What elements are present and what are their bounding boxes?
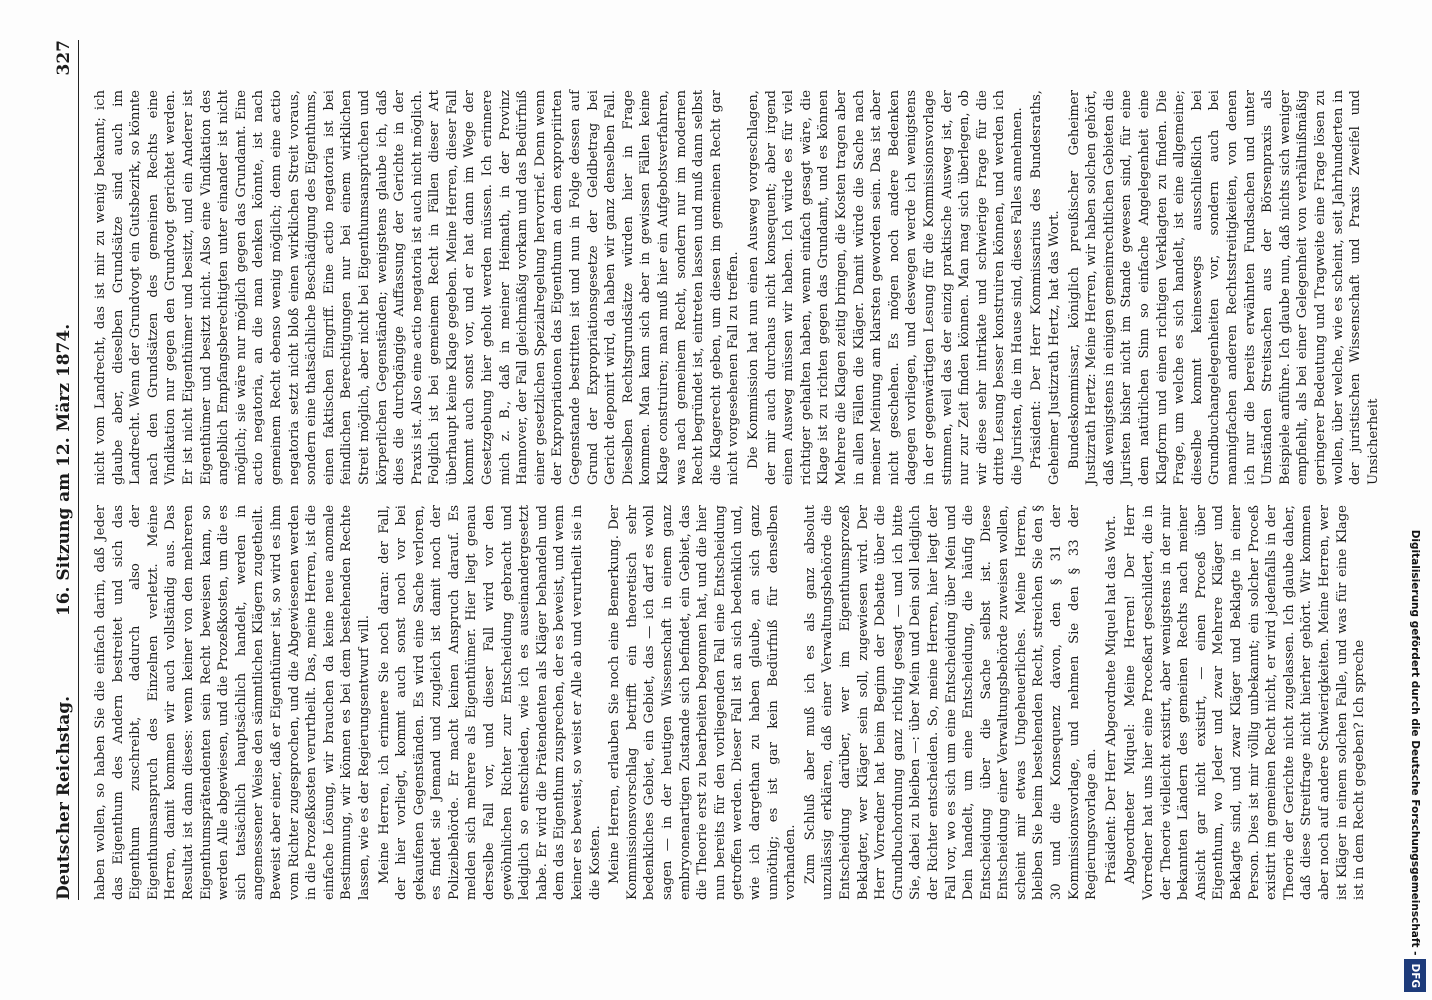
paragraph: Meine Herren, ich erinnere Sie noch daran: der Fall, der hier vorliegt, kommt auch sonst noch vor bei gekaufenen Gegenständen. Es wird eine Sache verloren, es findet sie Jemand und zugleich ist damit noch der Polizeibehörde. Er macht keinen Anspruch darauf. Es melden sich mehrere als Eigenthümer. Hier liegt genau derselbe Fall vor, und dieser Fall wird vor den gewöhnlichen Richter zur Entscheidung gebracht und lediglich so entschieden, wie ich es auseinandergesetzt habe. Er wird die Prätendenten als Kläger behandeln und dem das Eigenthum zusprechen, der es beweist, und wenn keiner es beweist, so weist er Alle ab und verurtheilt sie in die Kosten.	[376, 505, 603, 900]
page-header	[48, 40, 79, 900]
paragraph: Meine Herren, erlauben Sie noch eine Bemerkung. Der Kommissionsvorschlag betrifft ein theoretisch sehr bedenkliches Gebiet, ein Gebiet, das — ich darf es wohl sagen — in der heutigen Wissenschaft in einem ganz embryonenartigen Zustande sich befindet, ein Gebiet, das die Theorie erst zu bearbeiten begonnen hat, und die hier nun bereits für den vorliegenden Fall eine Entscheidung getroffen werden. Dieser Fall ist an sich bedenklich und, wie ich dargethan zu haben glaube, an sich ganz unnöthig; es ist gar kein Bedürfniß für denselben vorhanden.	[607, 505, 799, 900]
paragraph: nicht vom Landrecht, das ist mir zu wenig bekannt; ich glaube aber, dieselben Grundsätze sind auch im Landrecht. Wenn der Grundvogt ein Gutsbezirk, so könnte nach den Grundsätzen des gemeinen Rechts eine Vindikation nur gegen den Grundvogt gerichtet werden. Er ist nicht Eigenthümer und besitzt, und ein Anderer ist Eigenthümer und besitzt nicht. Also eine Vindikation des angeblich Empfangsberechtigten unter einander ist nicht möglich; sie wäre nur möglich gegen das Grundamt. Eine actio negatoria, an die man denken könnte, ist nach gemeinem Recht ebenso wenig möglich; denn eine actio negatoria setzt nicht bloß einen wirklichen Streit voraus, sondern eine thatsächliche Beschädigung des Eigenthums, einen faktischen Eingriff. Eine actio negatoria ist bei feindlichen Berechtigungen nur bei einem wirklichen Streit möglich, aber nicht bei Eigenthumsansprüchen und körperlichen Gegenständen; wenigstens glaube ich, daß dies die durchgängige Auffassung der Gerichte in der Praxis ist. Also eine actio negatoria ist auch nicht möglich. Folglich ist bei gemeinem Recht in Fällen dieser Art überhaupt keine Klage gegeben. Meine Herren, dieser Fall kommt auch sonst vor, und er hat dann im Wege der Gesetzgebung hier geholt werden müssen. Ich erinnere mich z. B., daß in meiner Heimath, in der Provinz Hannover, der Fall gleichmäßig vorkam und das Bedürfniß einer gesetzlichen Spezialregelung hervorrief. Denn wenn der Expropriationen das Eigenthum an dem expropriirten Gegenstande bestritten ist und nun in Folge dessen auf Grund der Expropriationsgesetze der Geldbetrag bei Gericht deponirt wird, da haben wir ganz denselben Fall. Dieselben Rechtsgrundsätze würden hier in Frage kommen. Man kann sich aber in gewissen Fällen keine Klage construiren; man muß hier ein Aufgebotsverfahren, was nach gemeinem Recht, sondern nur im modernen Recht begründet ist, eintreten lassen und muß dann selbst die Klagerecht geben, um diesen im gemeinen Recht gar nicht vorgesehenen Fall zu treffen.	[93, 89, 742, 485]
credit-text: Digitalisierung gefördert durch die Deutsche Forschungsgemeinschaft -	[1409, 529, 1421, 956]
journal-title: Deutscher Reichstag.	[54, 695, 74, 900]
paragraph: Abgeordneter Miquel: Meine Herren! Der Herr Vorredner hat uns hier eine Proceßart geschildert, die in der Theorie vielleicht existirt, aber wenigstens in der mir bekannten Ländern des gemeinen Rechts nach meiner Ansicht gar nicht existirt, — einen Proceß über Eigenthum, wo Jeder und zwar Mehrere Kläger und Beklagte sind, und zwar Kläger und Beklagte in einer Person. Dies ist mir völlig unbekannt; ein solcher Proceß existirt im gemeinen Recht nicht, er wird jedenfalls in der Theorie der Gerichte nicht zugelassen. Ich glaube daher, daß diese Streitfrage nicht hierher gehört. Wir kommen aber noch auf andere Schwierigkeiten. Meine Herren, wer ist Kläger in einem solchen Falle, und was für eine Klage ist in dem Recht gegeben? Ich spreche	[1123, 505, 1368, 900]
text-column-left	[92, 505, 1368, 900]
page-number: 327	[54, 40, 74, 76]
paragraph: Die Kommission hat nun einen Ausweg vorgeschlagen, der mir auch durchaus nicht konsequent; aber irgend einen Ausweg müssen wir haben. Ich würde es für viel richtiger gehalten haben, wenn einfach gesagt wäre, die Klage ist zu richten gegen das Grundamt, und es können Mehrere die Klagen zeitig bringen, die Kosten tragen aber in allen Fällen die Kläger. Damit würde die Sache nach meiner Meinung am klarsten geworden sein. Das ist aber nicht geschehen. Es mögen noch andere Bedenken dagegen vorliegen, und deswegen werde ich wenigstens in der gegenwärtigen Lesung für die Kommissionsvorlage stimmen, weil das der einzig praktische Ausweg ist, der nur zur Zeit finden können. Man mag sich überlegen, ob wir diese sehr intrikate und schwierige Frage für die dritte Lesung besser konstruiren können, und werden ich die Juristen, die im Hause sind, dieses Falles annehmen.	[745, 90, 1025, 485]
speaker-paragraph: Präsident: Der Herr Kommissarius des Bundesraths, Geheimer Justizrath Hertz, hat das Wort.	[1029, 90, 1063, 485]
text-column-right	[92, 89, 1381, 485]
paragraph: Zum Schluß aber muß ich es als ganz absolut unzulässig erklären, daß einer Verwaltungsbehörde die Entscheidung darüber, wer im Eigenthumsprozeß Beklagter, wer Kläger sein soll, zugewiesen wird. Der Herr Vorredner hat beim Beginn der Debatte über die Grundbuchordnung ganz richtig gesagt — und ich bitte Sie, dabei zu bleiben —: über Mein und Dein soll lediglich der Richter entscheiden. So, meine Herren, hier liegt der Fall vor, wo es sich um eine Entscheidung über Mein und Dein handelt, um eine Entscheidung, die häufig die Entscheidung über die Sache selbst ist. Diese Entscheidung einer Verwaltungsbehörde zuweisen wollen, scheint mir etwas Ungeheuerliches. Meine Herren, bleiben Sie beim bestehenden Recht, streichen Sie den § 30 und die Konsequenz davon, den § 31 der Kommissionsvorlage, und nehmen Sie den § 33 der Regierungsvorlage an.	[802, 505, 1100, 900]
dfg-badge: DFG	[1404, 959, 1426, 992]
speaker-paragraph: Präsident: Der Herr Abgeordnete Miquel hat das Wort.	[1103, 515, 1119, 884]
session-title: 16. Sitzung am 12. März 1874.	[54, 323, 74, 617]
paragraph: Bundeskommissar, königlich preußischer Geheimer Justizrath Hertz: Meine Herren, wir haben solchen gehört, daß wenigstens in einigen gemeinrechtlichen Gebieten die Juristen bisher nicht im Stande gewesen sind, für eine dem natürlichen Sinn so einfache Angelegenheit eine Klagform und einen richtigen Verklagten zu finden. Die Frage, um welche es sich handelt, ist eine allgemeine; dieselbe kommt keineswegs ausschließlich bei Grundbuchangelegenheiten vor, sondern auch bei mannigfachen anderen Rechtsstreitigkeiten, von denen ich nur die bereits erwähnten Fundsachen und unter Umständen Streitsachen aus der Börsenpraxis als Beispiele anführe. Ich glaube nun, daß nichts sich weniger empfiehlt, als bei einer Gelegenheit von verhältnißmäßig geringerer Bedeutung und Tragweite eine Frage lösen zu wollen, über welche, wie es scheint, seit Jahrhunderten in der juristischen Wissenschaft und Praxis Zweifel und Unsicherheit	[1066, 90, 1381, 485]
digitization-credit	[1404, 8, 1426, 992]
paragraph: haben wollen, so haben Sie die einfach darin, daß Jeder das Eigenthum des Andern bestreitet und sich das Eigenthum zuschreibt, dadurch also der Eigenthumsanspruch des Einzelnen verletzt. Meine Herren, damit kommen wir auch vollständig aus. Das Resultat ist dann dieses: wenn keiner von den mehreren Eigenthumsprätendenten sein Recht beweisen kann, so werden Alle abgewiesen, und die Prozeßkosten, um die es sich tatsächlich hauptsächlich handelt, werden in angemessener Weise den sämmtlichen Klägern zugetheilt. Beweist aber einer, daß er Eigenthümer ist, so wird es ihm vom Richter zugesprochen, und die Abgewiesenen werden in die Prozeßkosten verurtheilt. Das, meine Herren, ist die einfache Lösung, wir brauchen da keine neue anomale Bestimmung, wir können es bei dem bestehenden Rechte lassen, wie es der Regierungsentwurf will.	[93, 505, 372, 900]
